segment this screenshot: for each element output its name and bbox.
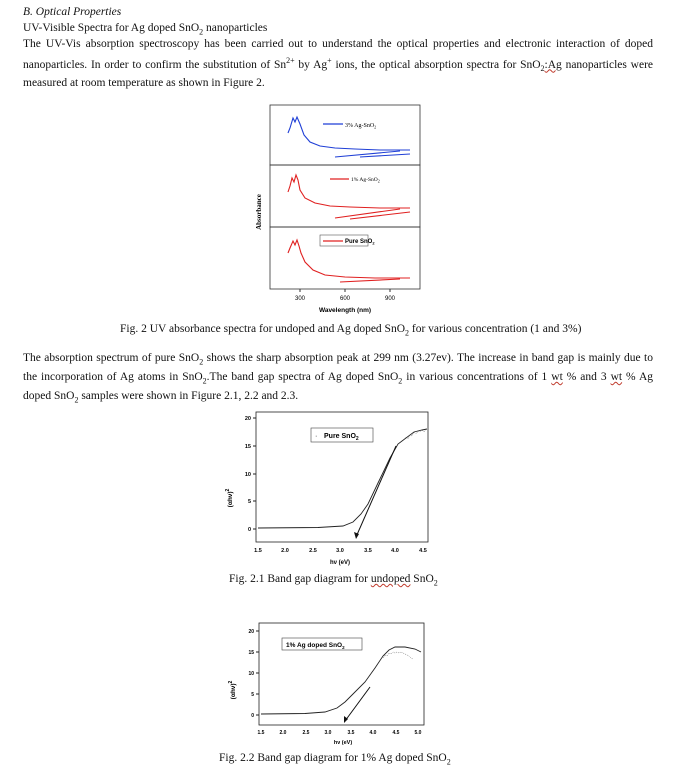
- fig21-curve: [258, 429, 427, 528]
- fig21-xtick: 1.5: [254, 548, 262, 554]
- section-heading: B. Optical Properties: [23, 6, 122, 18]
- fig21-ytick: 5: [247, 499, 251, 505]
- fig22-xtick: 2.5: [302, 730, 310, 736]
- fig22-ytick: 15: [248, 650, 254, 656]
- svg-text:1% Ag doped SnO2: 1% Ag doped SnO$_2$: [286, 642, 345, 650]
- svg-text:(αhν)2: $(\alpha h\nu)^2$: [225, 488, 234, 508]
- fig22-xtick: 1.5: [257, 730, 265, 736]
- figure-2-uv-spectra: [250, 100, 430, 320]
- section-subheading: UV-Visible Spectra for Ag doped SnO$_2$ nanoparticles: [23, 22, 268, 37]
- figure-2-1-bandgap-pure: [218, 408, 443, 573]
- fig2-xtick: 600: [339, 296, 351, 302]
- fig21-xtick: 3.5: [364, 548, 372, 554]
- fig22-xtick: 2.0: [279, 730, 287, 736]
- svg-text:1% Ag-SnO2: 1% Ag-SnO$_2$: [351, 177, 380, 184]
- fig21-xtick: 4.0: [391, 548, 399, 554]
- fig22-xtick: 3.5: [347, 730, 355, 736]
- figure-2-2-bandgap-1pct: [225, 620, 435, 750]
- fig2-xlabel: Wavelength (nm): [318, 307, 372, 314]
- fig22-xtick: 4.5: [392, 730, 400, 736]
- fig21-y-axis: [245, 416, 256, 533]
- fig21-ylabel: [225, 488, 234, 507]
- fig2-x-axis: [295, 289, 396, 302]
- fig21-noise: [404, 429, 426, 440]
- fig2-curve-1pct: [288, 175, 410, 219]
- svg-text:(αhν)2: $(\alpha h\nu)^2$: [228, 680, 237, 700]
- fig2-xtick: 900: [384, 296, 396, 302]
- fig2-curve-pure: [288, 240, 410, 282]
- svg-text:Pure SnO2: Pure SnO$_2$: [324, 433, 359, 442]
- fig22-xtick: 4.0: [369, 730, 377, 736]
- fig22-x-axis: [258, 730, 422, 736]
- svg-text:Pure SnO2: Pure SnO$_2$: [345, 239, 375, 246]
- fig21-ytick: 15: [244, 444, 251, 450]
- fig22-ytick: 10: [248, 671, 254, 677]
- fig2-legend-3pct: [323, 123, 376, 130]
- fig2-legend-1pct: [330, 177, 380, 184]
- fig22-ytick: 0: [251, 713, 254, 719]
- fig22-xlabel: hν (eV): [333, 740, 353, 746]
- fig22-noise: [383, 652, 413, 659]
- fig21-ytick: 10: [244, 472, 251, 478]
- fig22-ytick: 5: [251, 692, 254, 698]
- fig22-tangent: [345, 687, 370, 721]
- fig2-panel-1pct: [270, 165, 420, 227]
- fig21-x-axis: [254, 548, 427, 554]
- figure-2-1-caption: Fig. 2.1 Band gap diagram for undoped SnO$_2$: [229, 573, 438, 588]
- figure-2-2-caption: Fig. 2.2 Band gap diagram for 1% Ag doped SnO$_2$: [219, 752, 451, 767]
- fig22-ylabel: [228, 680, 237, 699]
- fig21-xtick: 2.0: [281, 548, 289, 554]
- fig22-curve: [261, 647, 421, 714]
- fig21-legend: [311, 428, 373, 442]
- paragraph-bandgap: The absorption spectrum of pure SnO$_2$ shows the sharp absorption peak at 299 nm (3.27ev). The increase in band gap is mainly due to the incorporation of Ag atoms in SnO$_2$.The band gap spectra of Ag doped SnO$_2$ in various concentrations of 1 wt % and 3 wt % Ag doped SnO$_2$ samples were shown in Figure 2.1, 2.2 and 2.3.: [23, 352, 654, 404]
- fig2-legend-pure: [320, 235, 375, 246]
- figure-2-caption: Fig. 2 UV absorbance spectra for undoped and Ag doped SnO$_2$ for various concentration (1 and 3%): [120, 323, 582, 338]
- fig21-xlabel: hν (eV): [329, 560, 351, 566]
- fig21-tangent: [356, 446, 396, 537]
- fig2-ylabel: Absorbance: [255, 194, 263, 230]
- svg-text:·: ·: [315, 433, 318, 440]
- fig22-xtick: 3.0: [324, 730, 332, 736]
- fig22-legend: [282, 638, 362, 650]
- paragraph-intro: The UV-Vis absorption spectroscopy has been carried out to understand the optical properties and electronic interaction of doped nanoparticles. In order to confirm the substitution of $Sn^{2+}$ by Ag+ ions, the optical absorption spectra for SnO$_2$:Ag nanoparticles were measured at room temperature as shown in Figure 2.: [23, 38, 654, 90]
- fig21-ytick: 0: [247, 527, 251, 533]
- fig21-xtick: 2.5: [309, 548, 317, 554]
- fig21-ytick: 20: [244, 416, 251, 422]
- svg-text:3% Ag-SnO2: 3% Ag-SnO$_2$: [345, 123, 377, 130]
- fig22-ytick: 20: [248, 629, 254, 635]
- fig2-xtick: 300: [294, 296, 306, 302]
- fig22-xtick: 5.0: [414, 730, 422, 736]
- fig21-xtick: 4.5: [419, 548, 427, 554]
- fig21-xtick: 3.0: [336, 548, 344, 554]
- fig22-y-axis: [248, 629, 259, 719]
